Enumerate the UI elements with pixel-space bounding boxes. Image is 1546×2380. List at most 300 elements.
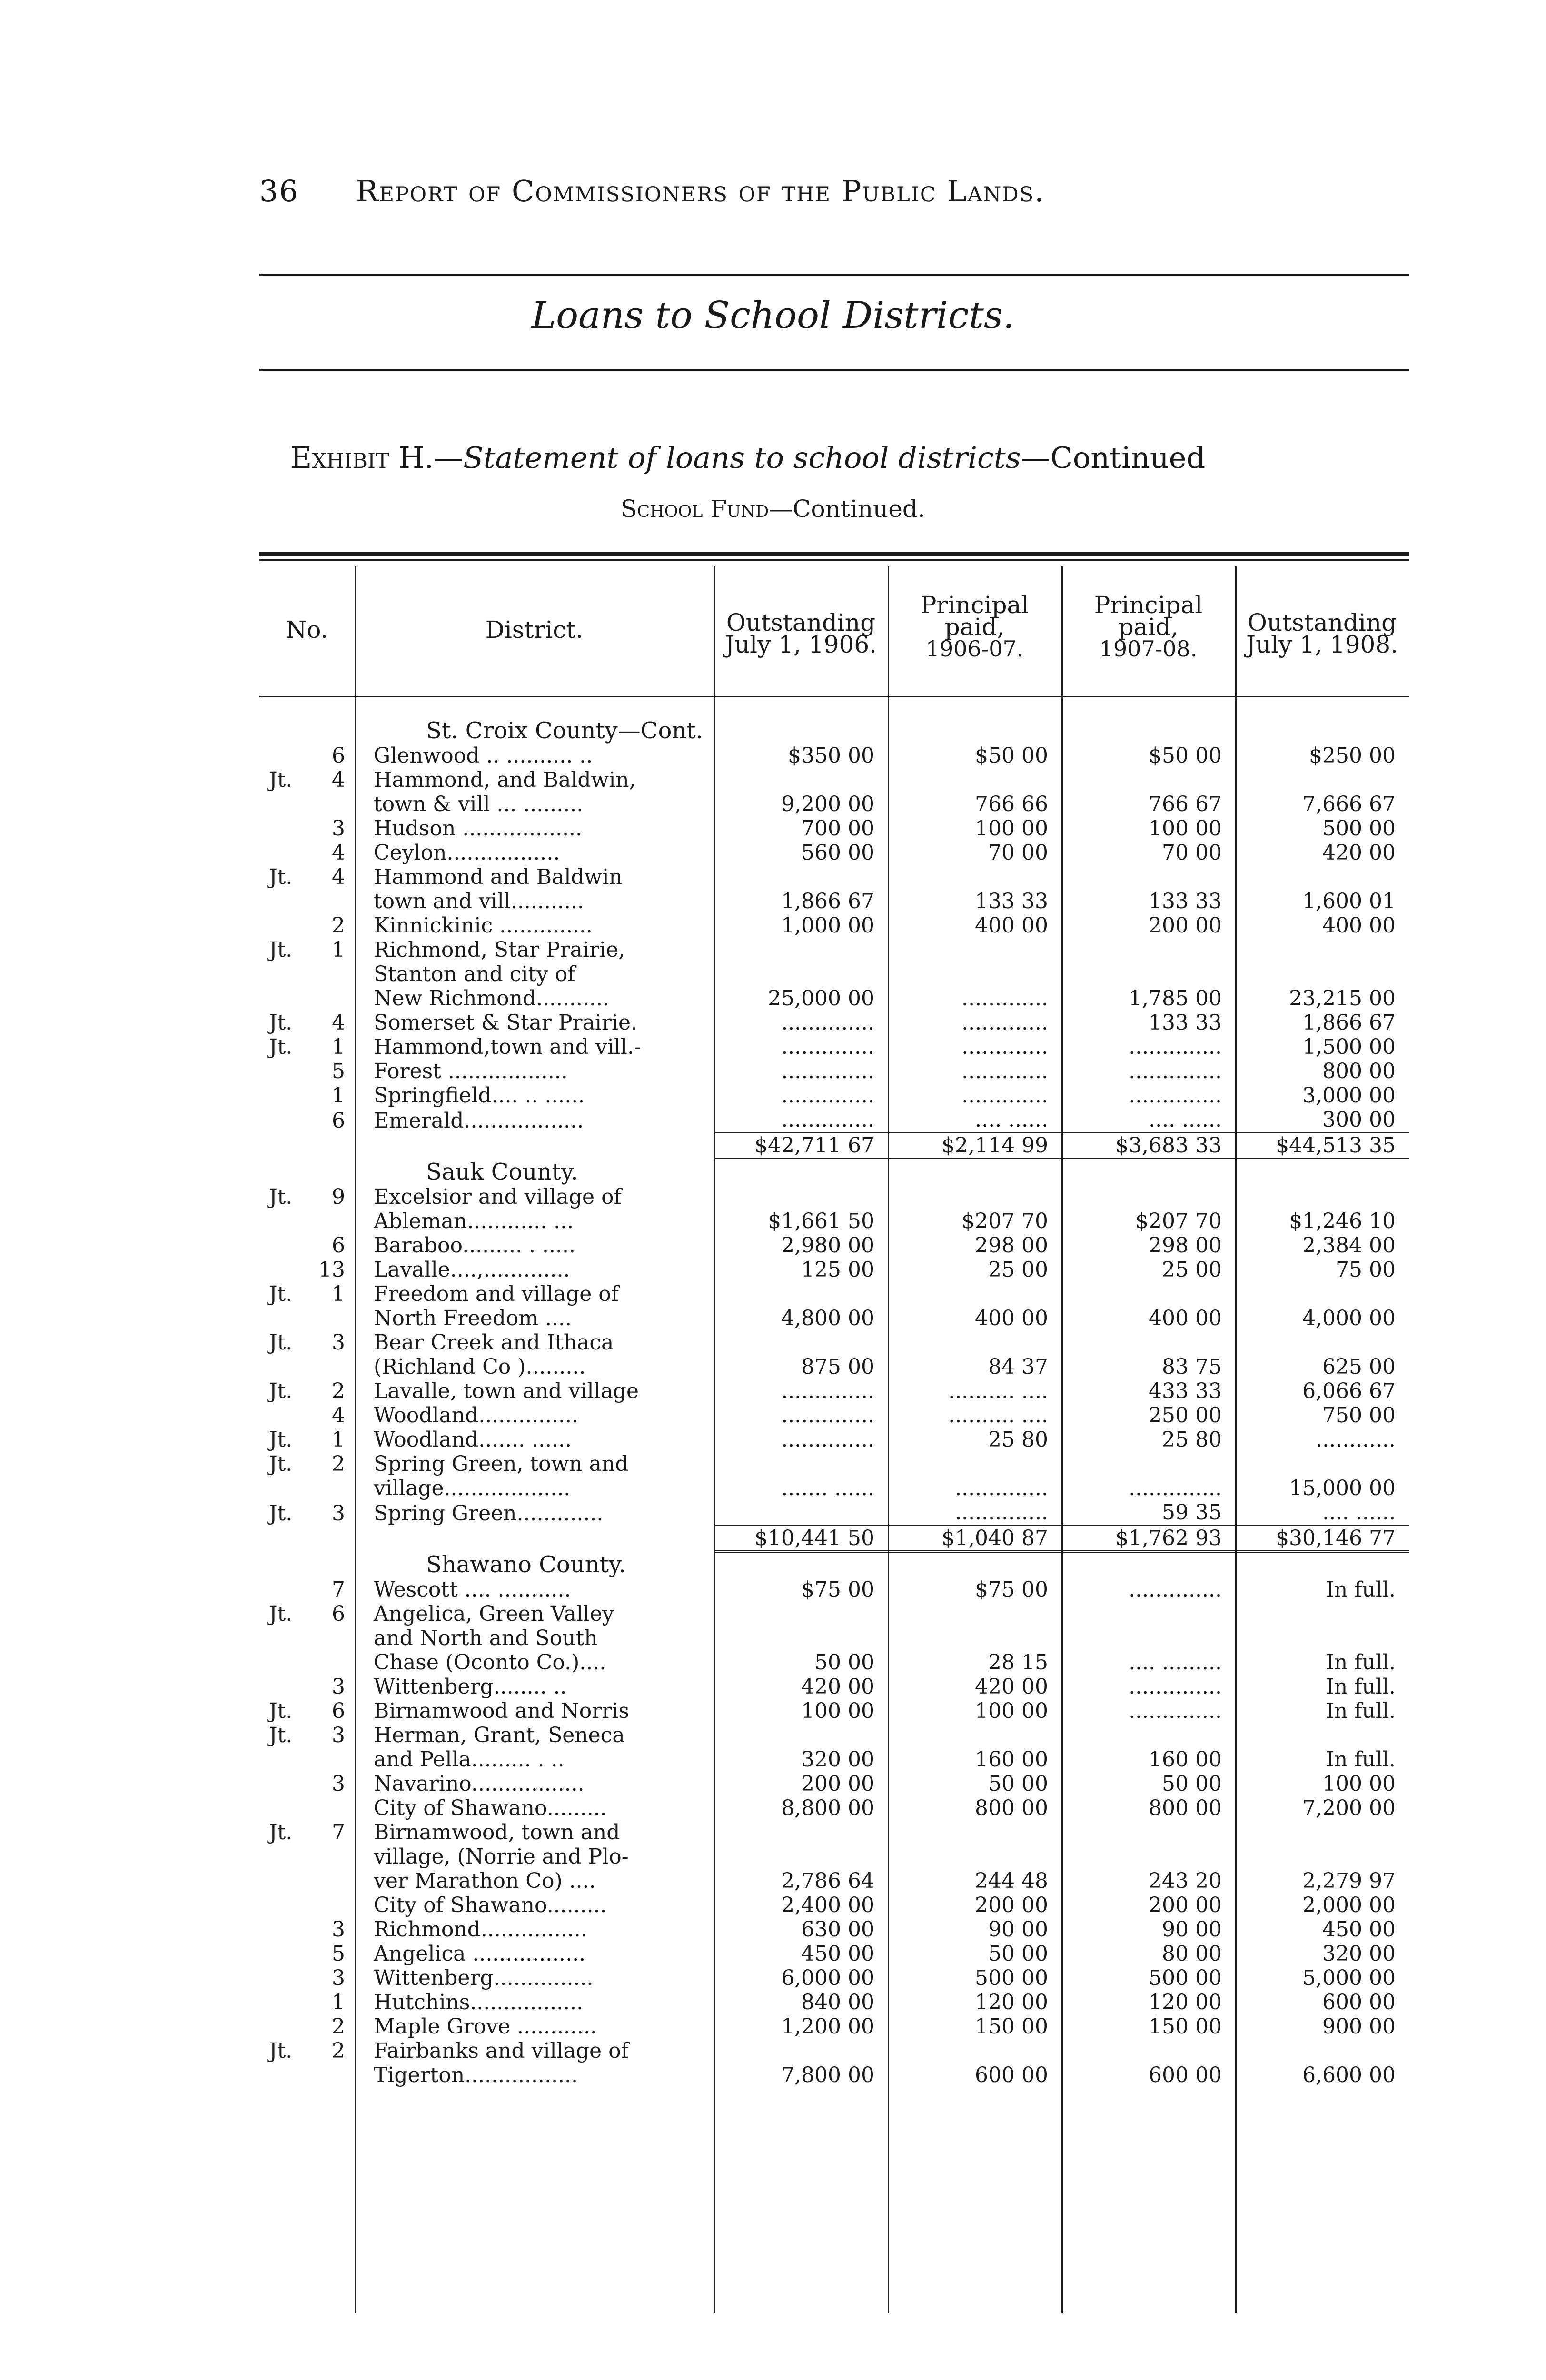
amount-value: 2,980 00 — [781, 1233, 874, 1258]
amount-value: 2,000 00 — [1302, 1893, 1396, 1917]
paid-1907-08-cell — [1061, 1699, 1235, 1723]
amount-value: $50 00 — [1149, 744, 1222, 768]
amount-value: .............. — [1129, 1035, 1222, 1059]
paid-1907-08-cell — [1061, 1602, 1235, 1626]
outstanding-1906-cell — [714, 1893, 888, 1917]
loan-row — [259, 1844, 1409, 1869]
amount-cell — [1235, 1552, 1409, 1577]
loan-row — [259, 986, 1409, 1011]
header-outstanding-1906-line2: July 1, 1906. — [724, 631, 877, 658]
outstanding-1908-cell — [1235, 1893, 1409, 1917]
no-cell — [259, 816, 355, 841]
amount-value: 6,600 00 — [1302, 2063, 1396, 2087]
amount-value: .... ...... — [1149, 1108, 1222, 1132]
paid-1906-07-cell — [888, 1650, 1061, 1675]
district-cell — [355, 962, 714, 986]
outstanding-1908-cell — [1235, 1796, 1409, 1820]
header-paid-1906-07-line3: 1906-07. — [925, 636, 1024, 662]
paid-1906-07-cell — [888, 865, 1061, 889]
district-name: Angelica ................. — [374, 1942, 586, 1966]
outstanding-1906-cell — [714, 1990, 888, 2014]
amount-value: 1,866 67 — [781, 889, 874, 913]
amount-value: ............. — [961, 1083, 1048, 1108]
loan-row — [259, 816, 1409, 841]
district-number — [259, 744, 345, 768]
no-cell — [259, 1942, 355, 1966]
outstanding-1908-cell — [1235, 1011, 1409, 1035]
amount-value: ............. — [961, 1011, 1048, 1035]
district-cell — [355, 1428, 714, 1452]
paid-1907-08-cell — [1061, 1452, 1235, 1476]
district-name: Fairbanks and village of — [374, 2039, 629, 2063]
amount-value: 160 00 — [975, 1747, 1048, 1772]
outstanding-1908-cell — [1235, 1452, 1409, 1476]
no-cell — [259, 1282, 355, 1306]
district-name: Baraboo......... . ..... — [374, 1233, 575, 1258]
amount-value: 7,800 00 — [781, 2063, 874, 2087]
paid-1907-08-cell — [1061, 2014, 1235, 2039]
district-cell — [355, 1626, 714, 1650]
number-value: 3 — [332, 1675, 345, 1699]
loan-row — [259, 2014, 1409, 2039]
paid-1906-07-cell — [888, 1723, 1061, 1747]
amount-value: 450 00 — [801, 1942, 874, 1966]
no-cell — [259, 1258, 355, 1282]
amount-value: 150 00 — [975, 2014, 1048, 2039]
district-cell — [355, 938, 714, 962]
paid-1906-07-cell — [888, 1011, 1061, 1035]
outstanding-1906-cell — [714, 1011, 888, 1035]
joint-prefix: Jt. — [269, 1452, 293, 1476]
no-cell — [259, 1035, 355, 1059]
amount-value: .............. — [781, 1403, 874, 1428]
outstanding-1908-cell — [1235, 1577, 1409, 1602]
county-heading-row — [259, 1159, 1409, 1185]
paid-1907-08-cell — [1061, 1379, 1235, 1403]
amount-value: 100 00 — [1322, 1772, 1396, 1796]
district-name: Tigerton................. — [374, 2063, 578, 2087]
amount-value: 700 00 — [801, 816, 874, 841]
loan-row — [259, 1820, 1409, 1844]
no-cell — [259, 1500, 355, 1526]
no-cell — [259, 1990, 355, 2014]
paid-1907-08-cell — [1061, 1185, 1235, 1209]
amount-value: 15,000 00 — [1289, 1476, 1396, 1500]
outstanding-1908-cell — [1235, 816, 1409, 841]
paid-1906-07-cell — [888, 841, 1061, 865]
no-cell — [259, 1966, 355, 1990]
amount-value: 84 37 — [988, 1355, 1048, 1379]
no-cell — [259, 1209, 355, 1233]
outstanding-1908-cell — [1235, 1330, 1409, 1355]
district-number — [259, 1379, 345, 1403]
district-number — [259, 768, 345, 792]
amount-value: 400 00 — [1322, 913, 1396, 938]
amount-value: 59 35 — [1162, 1500, 1222, 1525]
amount-cell — [1061, 1552, 1235, 1577]
outstanding-1908-cell — [1235, 1209, 1409, 1233]
no-cell — [259, 2039, 355, 2063]
outstanding-1908-cell — [1235, 1747, 1409, 1772]
amount-value: 244 48 — [975, 1869, 1048, 1893]
joint-prefix: Jt. — [269, 1723, 293, 1747]
amount-value: 133 33 — [1149, 1011, 1222, 1035]
district-number — [259, 1990, 345, 2014]
outstanding-1906-cell — [714, 1602, 888, 1626]
no-cell — [259, 1476, 355, 1500]
outstanding-1906-cell — [714, 768, 888, 792]
amount-value: .............. — [781, 1108, 874, 1132]
district-name: Wescott .... ........... — [374, 1577, 571, 1602]
paid-1907-08-cell — [1061, 938, 1235, 962]
loan-row — [259, 1476, 1409, 1500]
district-cell — [355, 2014, 714, 2039]
header-paid-1906-07-line2: paid, — [944, 613, 1005, 641]
loan-row — [259, 1379, 1409, 1403]
amount-value: 25 00 — [988, 1258, 1048, 1282]
outstanding-1908-cell — [1235, 768, 1409, 792]
amount-value: 1,866 67 — [1302, 1011, 1396, 1035]
amount-value: .............. — [781, 1011, 874, 1035]
top-rule — [259, 274, 1409, 276]
paid-1906-07-cell — [888, 913, 1061, 938]
outstanding-1906-cell — [714, 1500, 888, 1526]
amount-value: 50 00 — [814, 1650, 874, 1675]
no-cell — [259, 1699, 355, 1723]
no-cell — [259, 2014, 355, 2039]
outstanding-1906-cell — [714, 1699, 888, 1723]
paid-1906-07-cell — [888, 1108, 1061, 1133]
number-value: 2 — [332, 1379, 345, 1403]
total-outstanding-1908 — [1235, 1133, 1409, 1160]
amount-value: 75 00 — [1336, 1258, 1396, 1282]
amount-value: 560 00 — [801, 841, 874, 865]
amount-cell — [1235, 719, 1409, 744]
outstanding-1906-cell — [714, 1675, 888, 1699]
amount-cell — [1061, 719, 1235, 744]
loan-row — [259, 792, 1409, 816]
district-cell — [355, 1869, 714, 1893]
district-name: Hammond, and Baldwin, — [374, 768, 636, 792]
district-cell — [355, 1699, 714, 1723]
amount-cell — [888, 719, 1061, 744]
loan-row — [259, 1452, 1409, 1476]
joint-prefix: Jt. — [269, 1330, 293, 1355]
amount-value: 100 00 — [1149, 816, 1222, 841]
outstanding-1906-cell — [714, 1917, 888, 1942]
amount-value: $75 00 — [975, 1577, 1048, 1602]
amount-value: 500 00 — [975, 1966, 1048, 1990]
district-number — [259, 1403, 345, 1428]
paid-1906-07-cell — [888, 1083, 1061, 1108]
loan-row — [259, 1330, 1409, 1355]
exhibit-label: Exhibit H. — [290, 440, 434, 475]
amount-value: 900 00 — [1322, 2014, 1396, 2039]
district-number — [259, 1282, 345, 1306]
district-cell — [355, 913, 714, 938]
amount-value: 1,200 00 — [781, 2014, 874, 2039]
district-number — [259, 865, 345, 889]
no-cell — [259, 2063, 355, 2087]
amount-value: 1,500 00 — [1302, 1035, 1396, 1059]
joint-prefix: Jt. — [269, 938, 293, 962]
number-value: 5 — [332, 1942, 345, 1966]
county-heading-row — [259, 719, 1409, 744]
district-number — [259, 1185, 345, 1209]
district-name: Ceylon................. — [374, 841, 560, 865]
outstanding-1906-cell — [714, 1626, 888, 1650]
loans-table-body — [259, 719, 1409, 2087]
county-total-row — [259, 1526, 1409, 1552]
amount-value: 420 00 — [975, 1675, 1048, 1699]
district-number — [259, 1577, 345, 1602]
no-cell — [259, 1083, 355, 1108]
number-value: 13 — [318, 1258, 345, 1282]
amount-value: 5,000 00 — [1302, 1966, 1396, 1990]
amount-value: 600 00 — [975, 2063, 1048, 2087]
amount-value: $350 00 — [788, 744, 874, 768]
district-number — [259, 1059, 345, 1083]
amount-value: 4,000 00 — [1302, 1306, 1396, 1330]
paid-1906-07-cell — [888, 768, 1061, 792]
outstanding-1906-cell — [714, 913, 888, 938]
amount-value: 3,000 00 — [1302, 1083, 1396, 1108]
number-value: 2 — [332, 913, 345, 938]
district-cell — [355, 1500, 714, 1526]
amount-value: .............. — [781, 1083, 874, 1108]
outstanding-1908-cell — [1235, 1626, 1409, 1650]
paid-1906-07-cell — [888, 744, 1061, 768]
header-paid-1907-08-line3: 1907-08. — [1099, 636, 1198, 662]
district-cell — [355, 1990, 714, 2014]
paid-1906-07-cell — [888, 1747, 1061, 1772]
amount-value: 766 66 — [975, 792, 1048, 816]
outstanding-1908-cell — [1235, 1723, 1409, 1747]
amount-value: .............. — [781, 1035, 874, 1059]
amount-value: 100 00 — [975, 1699, 1048, 1723]
loan-row — [259, 889, 1409, 913]
district-cell — [355, 1747, 714, 1772]
outstanding-1906-cell — [714, 1723, 888, 1747]
loan-row — [259, 1966, 1409, 1990]
loan-row — [259, 1282, 1409, 1306]
district-cell — [355, 2063, 714, 2087]
district-cell — [355, 816, 714, 841]
outstanding-1906-cell — [714, 938, 888, 962]
amount-value: 50 00 — [1162, 1772, 1222, 1796]
loan-row — [259, 1035, 1409, 1059]
number-value: 2 — [332, 1452, 345, 1476]
paid-1907-08-cell — [1061, 1355, 1235, 1379]
number-value: 4 — [332, 841, 345, 865]
amount-value: 500 00 — [1149, 1966, 1222, 1990]
amount-value: .......... .... — [948, 1403, 1048, 1428]
no-cell — [259, 1428, 355, 1452]
amount-value: 133 33 — [1149, 889, 1222, 913]
paid-1907-08-cell — [1061, 1942, 1235, 1966]
amount-value: 83 75 — [1162, 1355, 1222, 1379]
district-number — [259, 1675, 345, 1699]
amount-value: 120 00 — [1149, 1990, 1222, 2014]
no-cell — [259, 1796, 355, 1820]
header-paid-1906-07 — [888, 591, 1061, 662]
outstanding-1906-cell — [714, 1966, 888, 1990]
amount-value: .............. — [1129, 1675, 1222, 1699]
district-number — [259, 1699, 345, 1723]
amount-value: In full. — [1326, 1650, 1396, 1675]
district-name: Ableman............ ... — [374, 1209, 574, 1233]
number-value: 3 — [332, 1966, 345, 1990]
district-name: Spring Green, town and — [374, 1452, 629, 1476]
amount-value: 9,200 00 — [781, 792, 874, 816]
district-name: Freedom and village of — [374, 1282, 619, 1306]
no-cell — [259, 1552, 355, 1577]
amount-value: $207 70 — [1135, 1209, 1222, 1233]
no-cell — [259, 1577, 355, 1602]
no-cell — [259, 1159, 355, 1185]
amount-value: 800 00 — [1149, 1796, 1222, 1820]
amount-value: 70 00 — [1162, 841, 1222, 865]
outstanding-1906-cell — [714, 1820, 888, 1844]
amount-value: 320 00 — [801, 1747, 874, 1772]
paid-1906-07-cell — [888, 1355, 1061, 1379]
district-name: Birnamwood, town and — [374, 1820, 620, 1844]
amount-value: In full. — [1326, 1699, 1396, 1723]
paid-1907-08-cell — [1061, 2063, 1235, 2087]
amount-value: 2,786 64 — [781, 1869, 874, 1893]
district-number — [259, 841, 345, 865]
loan-row — [259, 841, 1409, 865]
outstanding-1908-cell — [1235, 1966, 1409, 1990]
amount-value: ............. — [961, 1035, 1048, 1059]
district-cell — [355, 1796, 714, 1820]
amount-value: 200 00 — [1149, 913, 1222, 938]
paid-1906-07-cell — [888, 2039, 1061, 2063]
amount-value: $75 00 — [801, 1577, 874, 1602]
paid-1907-08-cell — [1061, 1108, 1235, 1133]
district-cell — [355, 1476, 714, 1500]
outstanding-1908-cell — [1235, 1602, 1409, 1626]
amount-value: 25,000 00 — [768, 986, 874, 1011]
district-number — [259, 1602, 345, 1626]
outstanding-1906-cell — [714, 1330, 888, 1355]
amount-value: 433 33 — [1149, 1379, 1222, 1403]
amount-value: 2,384 00 — [1302, 1233, 1396, 1258]
district-name: ver Marathon Co) .... — [374, 1869, 596, 1893]
no-cell — [259, 1108, 355, 1133]
district-name: Glenwood .. .......... .. — [374, 744, 593, 768]
paid-1907-08-cell — [1061, 913, 1235, 938]
amount-value: In full. — [1326, 1675, 1396, 1699]
number-value: 7 — [332, 1577, 345, 1602]
amount-value: 133 33 — [975, 889, 1048, 913]
district-name: New Richmond........... — [374, 986, 609, 1011]
district-cell — [355, 1893, 714, 1917]
no-cell — [259, 1650, 355, 1675]
outstanding-1908-cell — [1235, 1059, 1409, 1083]
paid-1906-07-cell — [888, 1306, 1061, 1330]
outstanding-1906-cell — [714, 1282, 888, 1306]
fund-heading — [0, 495, 1546, 523]
district-name: Somerset & Star Prairie. — [374, 1011, 638, 1035]
amount-value: 90 00 — [1162, 1917, 1222, 1942]
outstanding-1906-cell — [714, 792, 888, 816]
district-number — [259, 1942, 345, 1966]
paid-1906-07-cell — [888, 1699, 1061, 1723]
amount-value: 90 00 — [988, 1917, 1048, 1942]
outstanding-1908-cell — [1235, 1942, 1409, 1966]
outstanding-1906-cell — [714, 1577, 888, 1602]
header-paid-1906-07-line1: Principal — [920, 591, 1029, 619]
number-value: 9 — [332, 1185, 345, 1209]
outstanding-1908-cell — [1235, 1306, 1409, 1330]
outstanding-1906-cell — [714, 1428, 888, 1452]
district-cell — [355, 1844, 714, 1869]
district-name: Lavalle....,............. — [374, 1258, 570, 1282]
paid-1907-08-cell — [1061, 1011, 1235, 1035]
district-name: village, (Norrie and Plo- — [374, 1844, 629, 1869]
no-cell — [259, 986, 355, 1011]
amount-value: 600 00 — [1322, 1990, 1396, 2014]
district-cell — [355, 1552, 714, 1577]
outstanding-1908-cell — [1235, 1282, 1409, 1306]
header-outstanding-1906 — [714, 609, 888, 658]
amount-value: 766 67 — [1149, 792, 1222, 816]
district-number — [259, 1452, 345, 1476]
no-cell — [259, 1626, 355, 1650]
number-value: 1 — [332, 938, 345, 962]
amount-value: 243 20 — [1149, 1869, 1222, 1893]
district-name: Excelsior and village of — [374, 1185, 622, 1209]
loan-row — [259, 1209, 1409, 1233]
no-cell — [259, 889, 355, 913]
loans-table — [259, 719, 1409, 2087]
loan-row — [259, 1403, 1409, 1428]
paid-1907-08-cell — [1061, 1820, 1235, 1844]
number-value: 2 — [332, 2039, 345, 2063]
amount-value: 25 80 — [988, 1428, 1048, 1452]
outstanding-1908-cell — [1235, 2039, 1409, 2063]
amount-value: 160 00 — [1149, 1747, 1222, 1772]
paid-1906-07-cell — [888, 1772, 1061, 1796]
district-number — [259, 1723, 345, 1747]
number-value: 3 — [332, 816, 345, 841]
amount-value: 120 00 — [975, 1990, 1048, 2014]
district-cell — [355, 1233, 714, 1258]
number-value: 4 — [332, 768, 345, 792]
amount-value: 840 00 — [801, 1990, 874, 2014]
amount-value: 450 00 — [1322, 1917, 1396, 1942]
outstanding-1908-cell — [1235, 1035, 1409, 1059]
amount-value: .............. — [1129, 1577, 1222, 1602]
district-number — [259, 1330, 345, 1355]
amount-value: .............. — [781, 1379, 874, 1403]
district-cell — [355, 1403, 714, 1428]
amount-value: .............. — [955, 1476, 1048, 1500]
amount-value: 70 00 — [988, 841, 1048, 865]
amount-value: ............ — [1316, 1428, 1396, 1452]
loan-row — [259, 1306, 1409, 1330]
outstanding-1906-cell — [714, 816, 888, 841]
paid-1906-07-cell — [888, 1233, 1061, 1258]
no-cell — [259, 744, 355, 768]
joint-prefix: Jt. — [269, 1428, 293, 1452]
loan-row — [259, 1258, 1409, 1282]
outstanding-1908-cell — [1235, 1355, 1409, 1379]
total-amount: $30,146 77 — [1276, 1526, 1396, 1550]
outstanding-1906-cell — [714, 1355, 888, 1379]
joint-prefix: Jt. — [269, 768, 293, 792]
